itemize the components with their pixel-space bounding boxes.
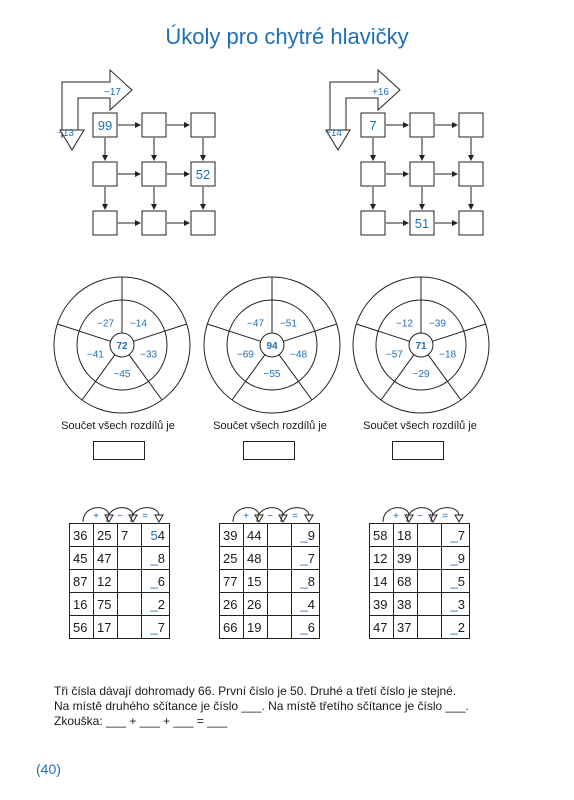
table-cell: 45 [70, 547, 94, 570]
table-cell[interactable] [292, 524, 320, 547]
table-cell[interactable] [118, 593, 142, 616]
blank-digit[interactable]: _ [150, 596, 158, 612]
wheel-value: −33 [140, 349, 158, 361]
arc-group-1 [83, 508, 163, 522]
wheel-center-value: 71 [415, 341, 427, 352]
table-cell[interactable] [418, 593, 442, 616]
table-cell[interactable] [418, 570, 442, 593]
puzzle2-start-value: 7 [369, 118, 377, 133]
table-cell: 87 [70, 570, 94, 593]
wheel-value: −55 [263, 369, 281, 380]
word-problem [54, 684, 534, 729]
table-cell[interactable] [292, 547, 320, 570]
table-cell[interactable] [292, 616, 320, 639]
wheel-value: −27 [97, 318, 115, 330]
table-cell: 12 [94, 570, 118, 593]
table-cell[interactable] [118, 616, 142, 639]
known-digit: 9 [457, 550, 465, 566]
table-row [370, 616, 470, 639]
table-cell: 17 [94, 616, 118, 639]
sum-answer-box-1[interactable] [93, 441, 145, 460]
table-row [370, 593, 470, 616]
table-cell[interactable] [442, 616, 470, 639]
table-cell[interactable] [118, 570, 142, 593]
table-cell: 19 [244, 616, 268, 639]
known-digit: 7 [307, 550, 315, 566]
table-row [370, 547, 470, 570]
table-cell[interactable] [442, 524, 470, 547]
table-cell: 68 [394, 570, 418, 593]
table-cell[interactable] [292, 593, 320, 616]
difference-wheels [54, 277, 489, 413]
blank-digit[interactable]: _ [150, 619, 158, 635]
table-cell: 44 [244, 524, 268, 547]
known-digit: 7 [457, 527, 465, 543]
table-cell: 25 [94, 524, 118, 547]
known-digit: 8 [157, 550, 165, 566]
word-problem-line-1: Tři čísla dávají dohromady 66. První číslo je 50. Druhé a třetí číslo je stejné. [54, 684, 457, 698]
page-title: Úkoly pro chytré hlavičky [165, 24, 409, 49]
table-cell[interactable] [142, 593, 170, 616]
word-problem-line-3: Zkouška: ___ + ___ + ___ = ___ [54, 714, 228, 728]
table-cell: 12 [370, 547, 394, 570]
table-cell: 58 [370, 524, 394, 547]
table-row [220, 547, 320, 570]
blank-digit[interactable]: _ [300, 527, 308, 543]
table-cell: 15 [244, 570, 268, 593]
puzzle1-mid-right-value: 52 [195, 167, 211, 182]
wheel-value: −39 [428, 318, 446, 330]
operation-symbol: = [442, 511, 448, 522]
operation-symbol: = [142, 511, 148, 522]
blank-digit[interactable]: _ [450, 527, 458, 543]
table-cell: 18 [394, 524, 418, 547]
puzzle1-top-op: −17 [104, 87, 121, 98]
table-row [70, 547, 170, 570]
table-cell[interactable] [268, 547, 292, 570]
table-cell[interactable] [268, 616, 292, 639]
table-cell: 14 [370, 570, 394, 593]
puzzle1-start-value: 99 [97, 118, 113, 133]
blank-digit[interactable]: _ [150, 550, 158, 566]
table-cell[interactable]: 7 [118, 524, 142, 547]
operation-symbol: + [243, 511, 249, 522]
known-digit: 4 [157, 527, 165, 543]
table-row [70, 616, 170, 639]
known-digit: 8 [307, 573, 315, 589]
blank-digit[interactable]: _ [450, 573, 458, 589]
table-cell[interactable] [442, 593, 470, 616]
puzzle2-bottom-mid-value: 51 [414, 216, 430, 231]
number-table-1 [69, 523, 170, 639]
table-cell: 26 [220, 593, 244, 616]
wheel-value: −48 [290, 349, 308, 361]
table-cell[interactable] [142, 524, 170, 547]
sum-label-2: Součet všech rozdílů je [213, 420, 327, 432]
known-digit: 2 [457, 619, 465, 635]
wheel-value: −41 [86, 349, 104, 361]
wheel-value: −57 [385, 349, 403, 361]
table-cell[interactable] [142, 547, 170, 570]
wheel-value: −29 [412, 369, 430, 380]
table-cell[interactable] [142, 570, 170, 593]
wheel-value: −45 [113, 369, 131, 380]
table-cell: 37 [394, 616, 418, 639]
wheel-value: −12 [396, 318, 414, 330]
arc-group-2 [233, 508, 313, 522]
table-cell[interactable] [142, 616, 170, 639]
table-row [370, 524, 470, 547]
table-cell[interactable] [268, 524, 292, 547]
table-row [370, 570, 470, 593]
table-cell[interactable] [418, 524, 442, 547]
table-cell[interactable] [442, 570, 470, 593]
operation-symbol: − [267, 511, 273, 522]
table-cell: 56 [70, 616, 94, 639]
known-digit: 9 [307, 527, 315, 543]
table-row [70, 524, 170, 547]
operation-symbol: + [93, 511, 99, 522]
operation-symbol: = [292, 511, 298, 522]
table-row [220, 570, 320, 593]
table-cell[interactable] [418, 616, 442, 639]
table-row [70, 593, 170, 616]
wheel-value: −18 [439, 349, 457, 361]
operation-arcs [83, 508, 463, 522]
table-cell[interactable] [118, 547, 142, 570]
operation-symbol: − [417, 511, 423, 522]
table-cell: 39 [220, 524, 244, 547]
page-number: (40) [36, 761, 61, 777]
wheel-center-value: 94 [266, 341, 278, 352]
sum-label-1: Součet všech rozdílů je [61, 420, 175, 432]
blank-digit[interactable]: _ [300, 596, 308, 612]
operation-symbol: + [393, 511, 399, 522]
wheel-center-value: 72 [116, 341, 128, 352]
table-cell[interactable] [268, 593, 292, 616]
number-table-3 [369, 523, 470, 639]
table-cell[interactable] [268, 570, 292, 593]
blank-digit[interactable]: _ [300, 619, 308, 635]
blank-digit[interactable]: _ [300, 573, 308, 589]
arrow-puzzle-1 [52, 70, 215, 235]
wheel-2 [204, 277, 340, 413]
word-problem-line-2: Na místě druhého sčítance je číslo ___. Na místě třetího sčítance je číslo ___. [54, 699, 469, 713]
wheel-value: −69 [236, 349, 254, 361]
blank-digit[interactable]: _ [300, 550, 308, 566]
blank-digit[interactable]: _ [450, 619, 458, 635]
wheel-value: −47 [247, 318, 265, 330]
puzzle2-left-op: +14 [325, 128, 342, 139]
sum-answer-box-3[interactable] [392, 441, 444, 460]
table-cell: 25 [220, 547, 244, 570]
sum-label-3: Součet všech rozdílů je [363, 420, 477, 432]
puzzle2-top-op: +16 [372, 87, 389, 98]
blank-digit[interactable]: 5 [150, 527, 158, 543]
table-row [220, 616, 320, 639]
known-digit: 4 [307, 596, 315, 612]
table-cell[interactable] [292, 570, 320, 593]
number-table-2 [219, 523, 320, 639]
known-digit: 3 [457, 596, 465, 612]
known-digit: 7 [157, 619, 165, 635]
table-cell: 39 [394, 547, 418, 570]
known-digit: 6 [307, 619, 315, 635]
table-cell: 38 [394, 593, 418, 616]
table-cell: 75 [94, 593, 118, 616]
puzzle1-left-op: −13 [57, 128, 74, 139]
known-digit: 5 [457, 573, 465, 589]
arc-group-3 [383, 508, 463, 522]
table-cell[interactable] [418, 547, 442, 570]
table-row [220, 593, 320, 616]
known-digit: 2 [157, 596, 165, 612]
wheel-value: −14 [129, 318, 147, 330]
known-digit: 6 [157, 573, 165, 589]
wheel-3 [353, 277, 489, 413]
table-cell: 66 [220, 616, 244, 639]
table-row [220, 524, 320, 547]
arrow-puzzle-2 [325, 70, 483, 235]
blank-digit[interactable]: _ [450, 550, 458, 566]
table-cell[interactable] [442, 547, 470, 570]
operation-symbol: − [117, 511, 123, 522]
table-row [70, 570, 170, 593]
table-cell: 77 [220, 570, 244, 593]
blank-digit[interactable]: _ [450, 596, 458, 612]
sum-answer-box-2[interactable] [243, 441, 295, 460]
table-cell: 48 [244, 547, 268, 570]
table-cell: 36 [70, 524, 94, 547]
table-cell: 26 [244, 593, 268, 616]
blank-digit[interactable]: _ [150, 573, 158, 589]
table-cell: 16 [70, 593, 94, 616]
table-cell: 47 [94, 547, 118, 570]
wheel-1 [54, 277, 190, 413]
table-cell: 47 [370, 616, 394, 639]
wheel-value: −51 [279, 318, 297, 330]
table-cell: 39 [370, 593, 394, 616]
